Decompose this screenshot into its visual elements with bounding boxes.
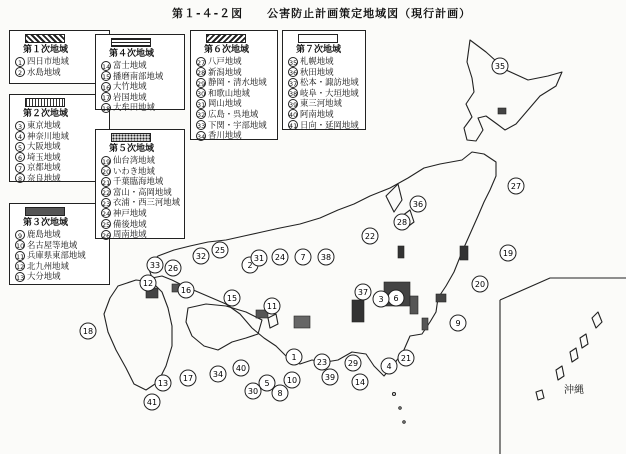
- marker-label: 21: [400, 354, 412, 363]
- marker-label: 36: [412, 200, 424, 209]
- legend-head: 第７次地域: [296, 45, 342, 55]
- island-dot: [393, 393, 396, 396]
- legend-item: 9 鹿島地域: [15, 229, 105, 240]
- region-marker-18: [80, 323, 96, 339]
- marker-label: 35: [494, 62, 506, 71]
- legend-item: 34 香川地域: [197, 130, 242, 141]
- legend-item: 24 神戸地域: [102, 207, 147, 219]
- marker-label: 4: [386, 362, 392, 371]
- legend-head: 第５次地域: [109, 144, 155, 154]
- region-marker-3: [373, 291, 389, 307]
- legend-item: 4 神奈川地域: [15, 131, 105, 142]
- region-marker-28: [394, 214, 410, 230]
- region-marker-33: [147, 257, 163, 273]
- map-title: 第１‐４‐２図 公害防止計画策定地域図（現行計画）: [172, 7, 472, 20]
- marker-label: 20: [474, 280, 486, 289]
- legend-item: 2 水島地域: [15, 67, 105, 78]
- legend-item: 35 札幌地域: [289, 56, 334, 67]
- okinawa-island: [536, 390, 544, 400]
- region-marker-41: [144, 394, 160, 410]
- legend-item: 31 岡山地域: [197, 98, 242, 109]
- okinawa-island: [592, 312, 602, 328]
- legend-head: 第２次地域: [23, 109, 69, 119]
- region-marker-31: [251, 250, 267, 266]
- okinawa-label: 沖縄: [564, 385, 584, 396]
- region-marker-16: [178, 282, 194, 298]
- legend-item: 25 備後地域: [102, 218, 147, 230]
- region-chiba: [410, 296, 418, 314]
- region-marker-30: [245, 383, 261, 399]
- marker-label: 29: [347, 359, 359, 368]
- legend-item: 20 いわき地域: [102, 165, 155, 177]
- legend-item: 11 兵庫県東部地域: [16, 250, 86, 261]
- legend-item: 12 北九州地域: [16, 260, 69, 272]
- legend-item: 17 岩国地域: [102, 91, 147, 103]
- region-marker-37: [355, 284, 371, 300]
- region-marker-38: [318, 249, 334, 265]
- marker-label: 6: [393, 294, 399, 303]
- region-marker-32: [193, 248, 209, 264]
- marker-label: 31: [253, 254, 265, 263]
- legend-item: 36 秋田地域: [289, 66, 334, 78]
- marker-label: 17: [182, 374, 194, 383]
- okinawa-island: [556, 366, 564, 380]
- awaji-outline: [268, 314, 278, 328]
- marker-label: 22: [364, 232, 376, 241]
- region-iwaki: [436, 294, 446, 302]
- region-marker-35: [492, 58, 508, 74]
- marker-label: 7: [300, 253, 306, 262]
- legend-item: 6 埼玉地域: [15, 152, 105, 163]
- region-marker-39: [322, 369, 338, 385]
- region-marker-29: [345, 355, 361, 371]
- region-marker-1: [286, 349, 302, 365]
- marker-label: 11: [266, 302, 278, 311]
- region-marker-4: [381, 358, 397, 374]
- marker-label: 3: [378, 295, 384, 304]
- legend-head: 第６次地域: [204, 45, 250, 55]
- marker-label: 2: [247, 261, 253, 270]
- legend-item: 22 富山・高岡地域: [102, 186, 172, 198]
- legend-item: 1 四日市地域: [15, 56, 105, 67]
- region-marker-10: [284, 372, 300, 388]
- marker-label: 8: [277, 389, 283, 398]
- legend-item: 16 大竹地域: [102, 81, 147, 92]
- legend-item: 38 岐阜・大垣地域: [289, 87, 359, 99]
- legend-item: 26 周南地域: [102, 229, 147, 240]
- marker-label: 16: [180, 286, 192, 295]
- island-dot: [399, 407, 401, 409]
- region-marker-26: [165, 260, 181, 276]
- legend-item: 37 松本・諏訪地域: [289, 77, 359, 88]
- marker-label: 27: [510, 182, 522, 191]
- region-marker-22: [362, 228, 378, 244]
- region-marker-27: [508, 178, 524, 194]
- legend-item: 41 日向・延岡地域: [289, 119, 359, 131]
- marker-layer: [80, 58, 524, 410]
- marker-label: 41: [146, 398, 158, 407]
- legend-head: 第４次地域: [109, 49, 155, 59]
- marker-label: 23: [316, 358, 328, 367]
- legend-item: 29 静岡・清水地域: [197, 77, 267, 88]
- legend-item: 40 阿南地域: [289, 108, 334, 120]
- marker-label: 10: [286, 376, 298, 385]
- region-marker-5: [259, 375, 275, 391]
- region-nagoya: [352, 300, 364, 322]
- legend-item: 5 大阪地域: [15, 141, 105, 152]
- legend-item: 18 大牟田地域: [102, 102, 155, 113]
- legend-item: 33 下関・宇部地域: [197, 119, 267, 131]
- region-marker-23: [314, 354, 330, 370]
- marker-label: 38: [320, 253, 332, 262]
- marker-label: 19: [502, 249, 514, 258]
- region-marker-17: [180, 370, 196, 386]
- marker-label: 5: [264, 379, 270, 388]
- region-sapporo: [498, 108, 506, 114]
- legend-item: 30 和歌山地域: [197, 87, 250, 99]
- okinawa-inset-frame: [500, 278, 626, 300]
- marker-label: 33: [149, 261, 161, 270]
- legend-item: 39 東三河地域: [289, 98, 342, 109]
- legend-item: 28 新潟地域: [197, 66, 242, 78]
- region-marker-13: [155, 375, 171, 391]
- marker-label: 15: [226, 294, 238, 303]
- marker-label: 34: [212, 370, 224, 379]
- marker-label: 39: [324, 373, 336, 382]
- marker-label: 32: [195, 252, 207, 261]
- region-marker-20: [472, 276, 488, 292]
- marker-label: 1: [291, 353, 297, 362]
- region-marker-36: [410, 196, 426, 212]
- marker-label: 26: [167, 264, 179, 273]
- marker-label: 24: [274, 253, 286, 262]
- region-marker-24: [272, 249, 288, 265]
- region-marker-25: [212, 242, 228, 258]
- legend-item: 13 大分地域: [16, 271, 61, 282]
- legend-item: 27 八戸地域: [197, 56, 242, 67]
- region-niigata: [398, 246, 404, 258]
- legend-item: 10 名古屋等地域: [16, 239, 78, 251]
- legend-head: 第３次地域: [23, 218, 69, 228]
- region-marker-8: [272, 385, 288, 401]
- legend-item: 23 衣浦・西三河地域: [102, 197, 180, 208]
- region-osaka: [294, 316, 310, 328]
- region-kashima: [422, 318, 428, 330]
- region-marker-9: [450, 315, 466, 331]
- region-marker-7: [295, 249, 311, 265]
- region-marker-19: [500, 245, 516, 261]
- marker-label: 12: [142, 279, 154, 288]
- region-marker-40: [233, 360, 249, 376]
- marker-label: 30: [247, 387, 259, 396]
- legend-item: 7 京都地域: [15, 162, 105, 173]
- legend-item: 19 仙台湾地域: [102, 155, 155, 166]
- region-marker-15: [224, 290, 240, 306]
- okinawa-island: [580, 334, 588, 348]
- okinawa-island: [570, 348, 578, 362]
- legend-item: 15 播磨南部地域: [102, 70, 164, 82]
- region-marker-21: [398, 350, 414, 366]
- region-marker-12: [140, 275, 156, 291]
- island-dot: [403, 421, 405, 423]
- legend-item: 32 広島・呉地域: [197, 108, 259, 120]
- marker-label: 18: [82, 327, 94, 336]
- region-marker-11: [264, 298, 280, 314]
- marker-label: 28: [396, 218, 408, 227]
- kyushu-outline: [104, 280, 172, 390]
- marker-label: 40: [235, 364, 247, 373]
- marker-label: 13: [157, 379, 169, 388]
- legend-item: 3 東京地域: [15, 120, 105, 131]
- region-marker-14: [352, 374, 368, 390]
- region-sendai: [460, 246, 468, 260]
- legend-head: 第１次地域: [23, 45, 69, 55]
- hokkaido-outline: [464, 40, 562, 141]
- marker-label: 25: [214, 246, 226, 255]
- legend-item: 8 奈良地域: [15, 173, 105, 184]
- marker-label: 37: [357, 288, 369, 297]
- legend-item: 21 千葉臨海地域: [102, 176, 164, 187]
- legend-item: 14 富士地域: [102, 60, 147, 71]
- marker-label: 14: [354, 378, 366, 387]
- region-marker-34: [210, 366, 226, 382]
- marker-label: 9: [455, 319, 461, 328]
- region-marker-6: [388, 290, 404, 306]
